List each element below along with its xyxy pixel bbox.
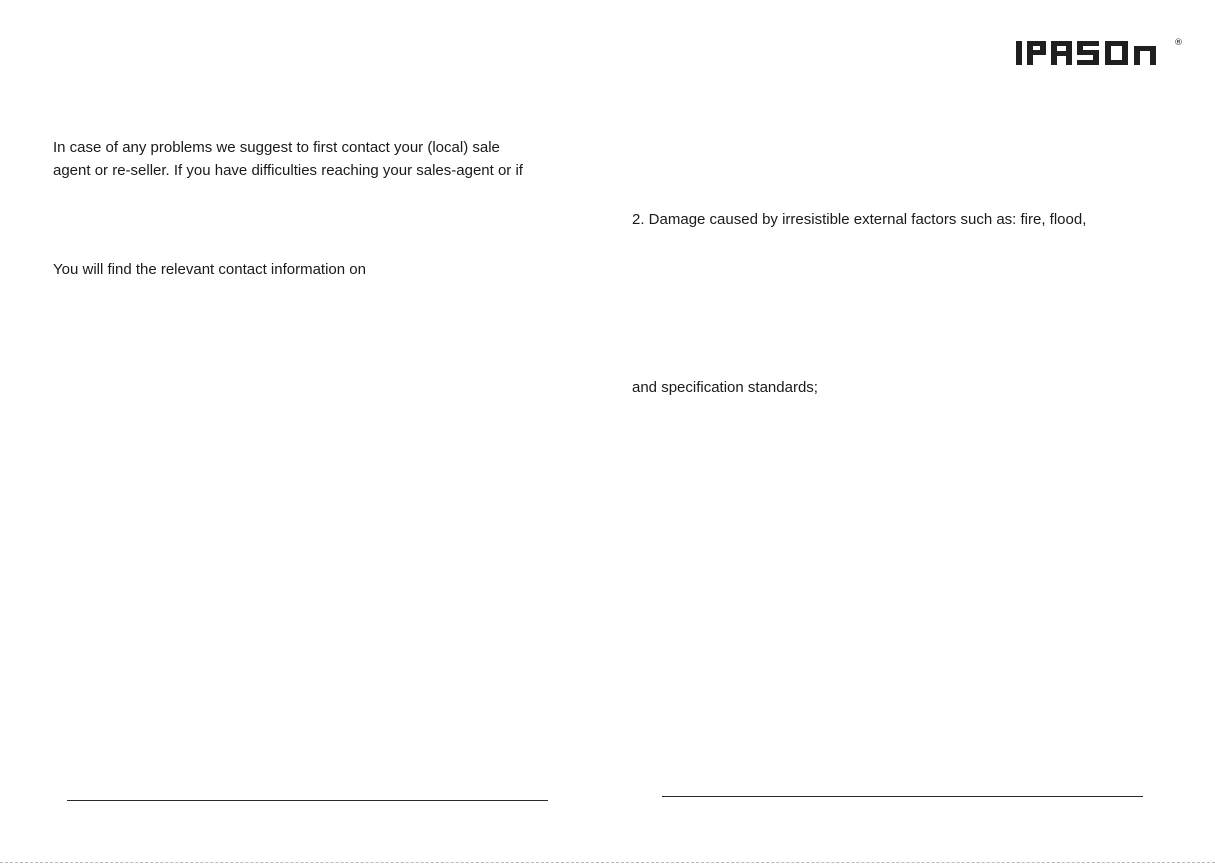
right-page [607, 0, 1215, 864]
page-edge-dashed-line [0, 862, 1215, 863]
left-page [0, 0, 607, 864]
body-text-line: and specification standards; [632, 379, 818, 396]
body-text-line: You will find the relevant contact information on [53, 261, 366, 278]
registered-mark: ® [1174, 38, 1183, 48]
body-text-line: 2. Damage caused by irresistible external factors such as: fire, flood, [632, 211, 1087, 228]
footer-rule [662, 796, 1143, 797]
brand-logo [1016, 36, 1183, 70]
ipason-logo-icon [1016, 36, 1172, 66]
footer-rule [67, 800, 548, 801]
body-text-line: agent or re-seller. If you have difficulties reaching your sales-agent or if [53, 162, 523, 179]
body-text-line: In case of any problems we suggest to first contact your (local) sale [53, 139, 500, 156]
